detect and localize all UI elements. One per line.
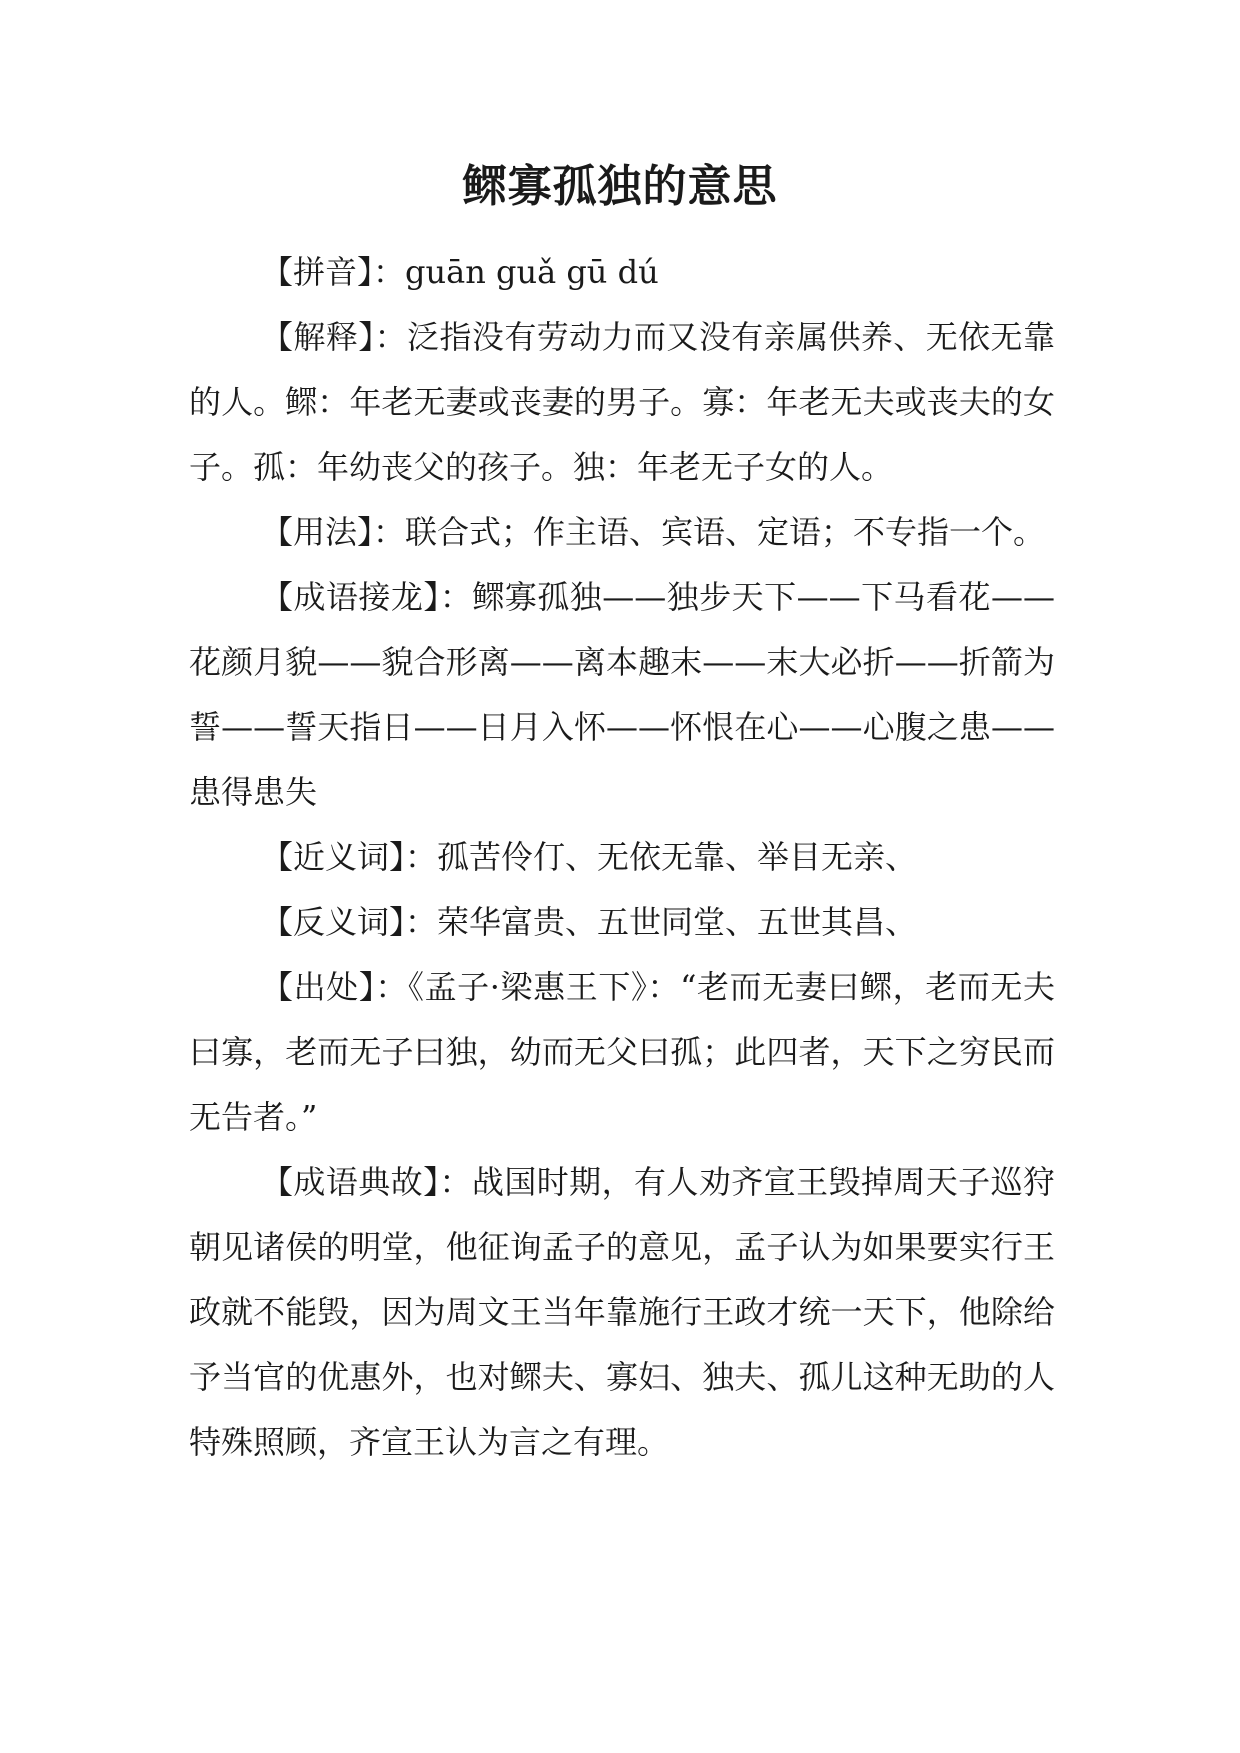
- section-usage: [189, 500, 1055, 565]
- section-label: 【用法】：: [261, 513, 406, 551]
- section-content: 鳏寡孤独——独步天下——下马看花——花颜月貌——貌合形离——离本趣末——末大必折——折箭为誓——誓天指日——日月入怀——怀恨在心——心腹之患——患得患失: [189, 578, 1055, 811]
- section-label: 【成语接龙】：: [261, 578, 473, 616]
- section-label: 【近义词】：: [261, 838, 438, 876]
- section-idiom-chain: [189, 565, 1055, 825]
- section-content: 泛指没有劳动力而又没有亲属供养、无依无靠的人。鳏：年老无妻或丧妻的男子。寡：年老无夫或丧夫的女子。孤：年幼丧父的孩子。独：年老无子女的人。: [189, 318, 1055, 486]
- section-content: 孤苦伶仃、无依无靠、举目无亲、: [437, 838, 918, 876]
- section-explanation: [189, 305, 1055, 500]
- section-content: 战国时期，有人劝齐宣王毁掉周天子巡狩朝见诸侯的明堂，他征询孟子的意见，孟子认为如果要实行王政就不能毁，因为周文王当年靠施行王政才统一天下，他除给予当官的优惠外，也对鳏夫、寡妇、独夫、孤儿这种无助的人特殊照顾，齐宣王认为言之有理。: [189, 1163, 1055, 1461]
- section-label: 【出处】：: [261, 968, 408, 1006]
- document-body: [189, 240, 1055, 1475]
- section-pinyin: [189, 240, 1055, 305]
- section-label: 【成语典故】：: [261, 1163, 472, 1201]
- section-label: 【解释】：: [261, 318, 408, 356]
- section-content: 联合式；作主语、宾语、定语；不专指一个。: [405, 513, 1046, 551]
- document-title: 鳏寡孤独的意思: [462, 161, 778, 212]
- section-label: 【拼音】：: [261, 253, 406, 291]
- section-label: 【反义词】：: [261, 903, 438, 941]
- section-content: guān guǎ gū dú: [405, 253, 659, 291]
- section-content: 荣华富贵、五世同堂、五世其昌、: [437, 903, 918, 941]
- section-story: [189, 1150, 1055, 1475]
- section-content: 《孟子·梁惠王下》：“老而无妻曰鳏，老而无夫曰寡，老而无子曰独，幼而无父曰孤；此四者，天下之穷民而无告者。”: [189, 968, 1055, 1136]
- section-synonyms: [189, 825, 1055, 890]
- section-source: [189, 955, 1055, 1150]
- section-antonyms: [189, 890, 1055, 955]
